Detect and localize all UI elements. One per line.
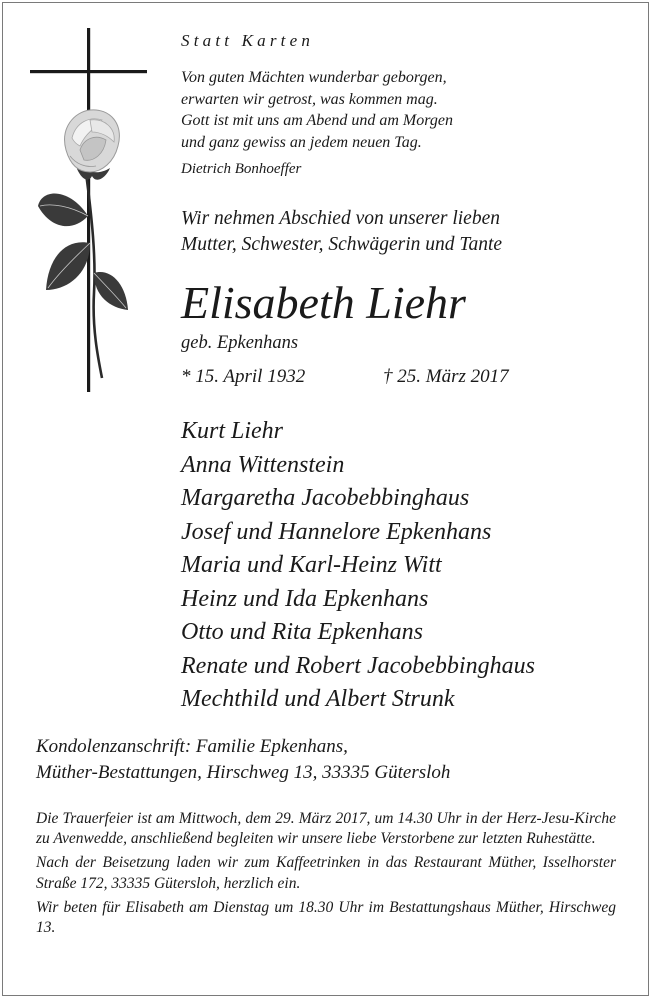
farewell-intro (181, 206, 502, 258)
deceased-name: Elisabeth Liehr (181, 277, 466, 328)
maiden-name: geb. Epkenhans (181, 333, 299, 353)
condolence-line: Müther-Bestattungen, Hirschweg 13, 33335 Gütersloh (36, 762, 451, 783)
poem-line: erwarten wir getrost, was kommen mag. (181, 90, 438, 108)
mourner: Kurt Liehr (181, 418, 284, 444)
poem (181, 67, 453, 153)
reception-note: Nach der Beisetzung laden wir zum Kaffeetrinken in das Restaurant Müther, Isselhorster Straße 172, 33335 Gütersloh, herzlich ein. (36, 854, 616, 892)
leaf-icon (46, 242, 90, 290)
mourners-list (181, 415, 535, 717)
condolence-line: Kondolenzanschrift: Familie Epkenhans, (36, 736, 348, 757)
intro-line: Mutter, Schwester, Schwägerin und Tante (181, 234, 503, 255)
mourner: Maria und Karl-Heinz Witt (181, 552, 442, 578)
mourner: Mechthild und Albert Strunk (181, 686, 455, 712)
intro-line: Wir nehmen Abschied von unserer lieben (181, 208, 500, 229)
mourner: Margaretha Jacobebbinghaus (181, 485, 470, 511)
mourner: Heinz und Ida Epkenhans (181, 585, 429, 612)
poem-author: Dietrich Bonhoeffer (181, 161, 302, 177)
poem-line: Gott ist mit uns am Abend und am Morgen (181, 112, 453, 129)
leaf-icon (38, 194, 88, 227)
leaf-icon (94, 272, 128, 310)
mourner: Renate und Robert Jacobebbinghaus (181, 652, 535, 679)
mourner: Otto und Rita Epkenhans (181, 619, 423, 645)
cross-icon (30, 28, 147, 392)
mourner: Anna Wittenstein (181, 451, 345, 478)
mourner: Josef und Hannelore Epkenhans (181, 518, 492, 545)
death-date: † 25. März 2017 (383, 366, 509, 387)
poem-line: und ganz gewiss an jedem neuen Tag. (181, 133, 422, 151)
cross-and-rose-artwork (30, 28, 147, 392)
poem-line: Von guten Mächten wunderbar geborgen, (181, 69, 447, 86)
prayer-note: Wir beten für Elisabeth am Dienstag um 18.30 Uhr im Bestattungshaus Müther, Hirschweg 13. (36, 898, 616, 937)
service-notes (36, 809, 616, 942)
condolence-address (36, 734, 450, 786)
heading-statt-karten: Statt Karten (181, 31, 315, 50)
rose-icon (65, 110, 120, 172)
funeral-service-note: Die Trauerfeier ist am Mittwoch, dem 29. März 2017, um 14.30 Uhr in der Herz-Jesu-Kirche zu Avenwedde, anschließend begleiten wir unsere liebe Verstorbene zur letzten Ruhestätte. (36, 810, 616, 848)
birth-date: * 15. April 1932 (181, 366, 306, 387)
